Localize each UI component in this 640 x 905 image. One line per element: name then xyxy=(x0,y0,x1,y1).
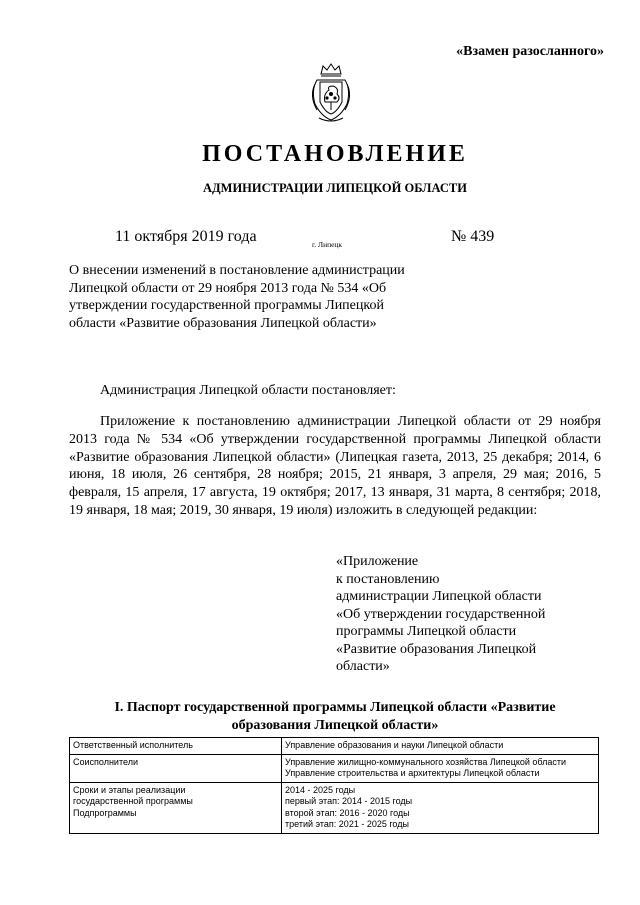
row-label: Ответственный исполнитель xyxy=(70,738,282,755)
row-label: Соисполнители xyxy=(70,754,282,782)
issuing-authority: АДМИНИСТРАЦИИ ЛИПЕЦКОЙ ОБЛАСТИ xyxy=(203,181,467,195)
row-value: Управление образования и науки Липецкой области xyxy=(282,738,599,755)
table-row xyxy=(70,782,599,833)
document-subject: О внесении изменений в постановление администрации Липецкой области от 29 ноября 2013 года № 534 «Об утверждении государственной программы Липецкой области «Развитие образования Липецкой области» xyxy=(69,263,405,331)
document-number: № 439 xyxy=(451,228,495,245)
row-value: Управление жилищно-коммунального хозяйства Липецкой области Управление строительства и архитектуры Липецкой области xyxy=(282,754,599,782)
table-row xyxy=(70,738,599,755)
table-row xyxy=(70,754,599,782)
decree-line: Администрация Липецкой области постановляет: xyxy=(100,383,396,398)
appendix-line: к постановлению xyxy=(336,571,440,587)
appendix-line: «Об утверждении государственной xyxy=(336,606,546,622)
replacement-stamp: «Взамен разосланного» xyxy=(456,44,604,59)
document-title: ПОСТАНОВЛЕНИЕ xyxy=(202,141,468,167)
appendix-line: администрации Липецкой области xyxy=(336,589,542,604)
appendix-reference xyxy=(336,553,606,676)
main-paragraph: Приложение к постановлению администрации Липецкой области от 29 ноября 2013 года № 534 «Об утверждении государственной программы Липецкой области «Развитие образования Липецкой области» (Липецкая газета, 2013, 25 декабря; 2014, 6 июня, 18 июля, 26 сентября, 28 ноября; 2015, 21 января, 3 апреля, 29 мая; 2016, 5 февраля, 15 апреля, 17 августа, 19 октября; 2017, 13 января, 31 марта, 8 сентября; 2018, 19 января, 18 мая; 2019, 30 января, 19 июля) изложить в следующей редакции: xyxy=(69,414,601,518)
appendix-line: программы Липецкой области xyxy=(336,624,517,639)
appendix-line: «Приложение xyxy=(336,554,419,569)
document-date: 11 октября 2019 года xyxy=(115,228,257,245)
row-label: Сроки и этапы реализации государственной программы Подпрограммы xyxy=(70,782,282,833)
appendix-line: «Развитие образования Липецкой xyxy=(336,641,537,657)
coat-of-arms-icon xyxy=(307,60,355,126)
document-city: г. Липецк xyxy=(312,240,343,249)
passport-table xyxy=(69,737,599,834)
appendix-line: области» xyxy=(336,659,390,674)
passport-heading: I. Паспорт государственной программы Липецкой области «Развитие образования Липецкой области» xyxy=(114,700,556,733)
row-value: 2014 - 2025 годы первый этап: 2014 - 2015 годы второй этап: 2016 - 2020 годы третий этап: 2021 - 2025 годы xyxy=(282,782,599,833)
